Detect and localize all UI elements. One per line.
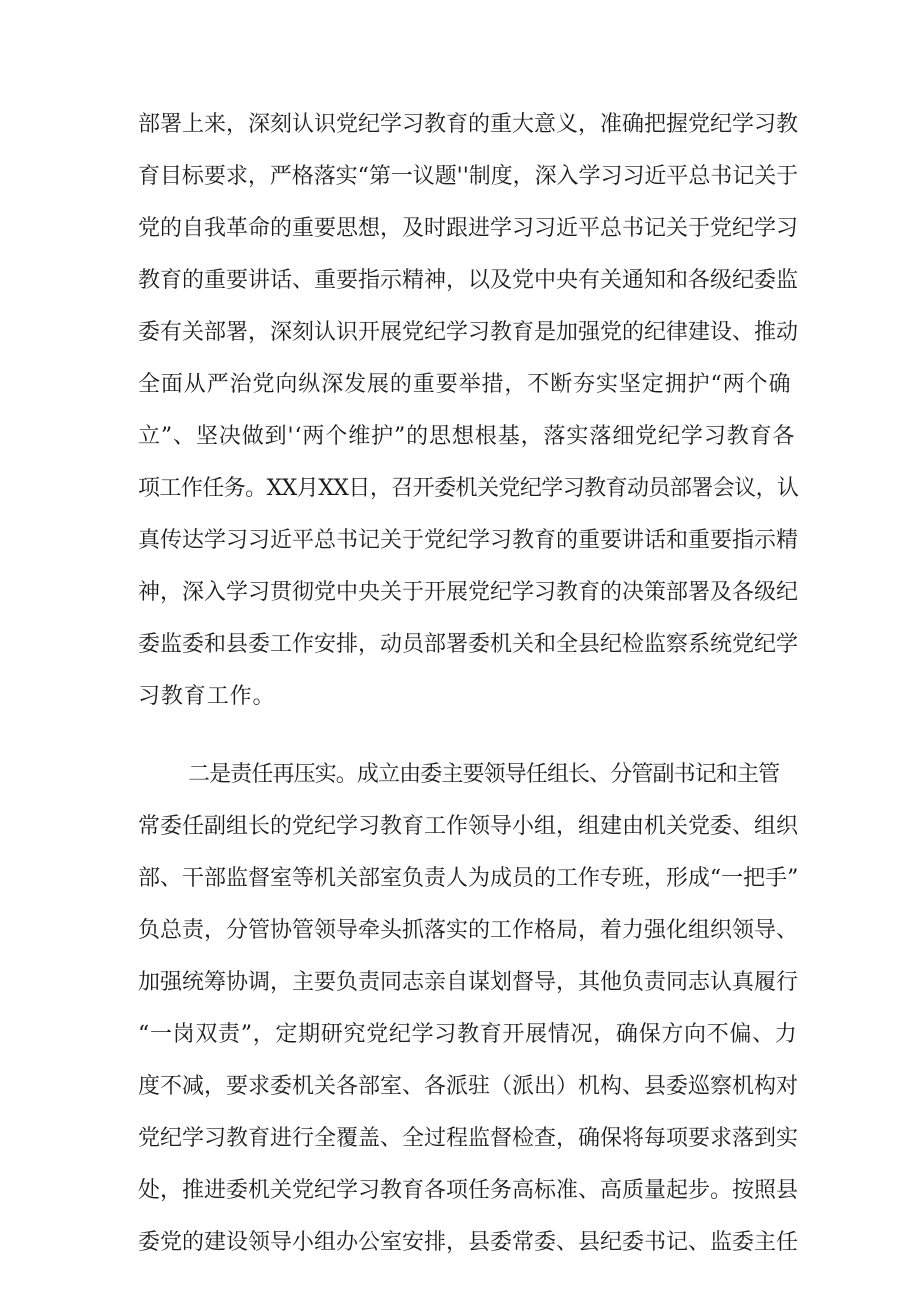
paragraph-2-line-5: 加强统筹协调，主要负责同志亲自谋划督导，其他负责同志认真履行 [138, 970, 799, 995]
paragraph-2-line-4: 负总责，分管协管领导牵头抓落实的工作格局，着力强化组织领导、 [138, 918, 799, 943]
paragraph-1-line-3: 党的自我革命的重要思想，及时跟进学习习近平总书记关于党纪学习 [138, 216, 799, 241]
paragraph-1-line-4: 教育的重要讲话、重要指示精神，以及党中央有关通知和各级纪委监 [138, 268, 799, 293]
paragraph-1-line-11: 委监委和县委工作安排，动员部署委机关和全县纪检监察系统党纪学 [138, 632, 799, 657]
paragraph-2-line-1: 二是责任再压实。成立由委主要领导任组长、分管副书记和主管 [188, 762, 780, 787]
paragraph-2-line-3: 部、干部监督室等机关部室负责人为成员的工作专班，形成“一把手” [138, 866, 799, 891]
paragraph-1-line-1: 部署上来，深刻认识党纪学习教育的重大意义，准确把握党纪学习教 [138, 112, 799, 137]
paragraph-1-line-10: 神，深入学习贯彻党中央关于开展党纪学习教育的决策部署及各级纪 [138, 580, 799, 605]
paragraph-2-line-7: 度不减，要求委机关各部室、各派驻（派出）机构、县委巡察机构对 [138, 1074, 799, 1099]
paragraph-1-line-8: 项工作任务。XX月XX日，召开委机关党纪学习教育动员部署会议，认 [138, 476, 799, 501]
paragraph-1-line-9: 真传达学习习近平总书记关于党纪学习教育的重要讲话和重要指示精 [138, 528, 799, 553]
paragraph-2-line-8: 党纪学习教育进行全覆盖、全过程监督检查，确保将每项要求落到实 [138, 1126, 799, 1151]
paragraph-1-line-12: 习教育工作。 [138, 684, 276, 709]
paragraph-2-line-10: 委党的建设领导小组办公室安排，县委常委、县纪委书记、监委主任 [138, 1230, 799, 1255]
paragraph-1-line-7: 立”、坚决做到'‘两个维护”的思想根基，落实落细党纪学习教育各 [138, 424, 796, 449]
paragraph-1-line-2: 育目标要求，严格落实“第一议题''制度，深入学习习近平总书记关于 [138, 164, 799, 189]
paragraph-2-line-9: 处，推进委机关党纪学习教育各项任务高标准、高质量起步。按照县 [138, 1178, 799, 1203]
paragraph-2-line-6: “一岗双责”，定期研究党纪学习教育开展情况，确保方向不偏、力 [138, 1022, 798, 1047]
paragraph-1-line-5: 委有关部署，深刻认识开展党纪学习教育是加强党的纪律建设、推动 [138, 320, 799, 345]
paragraph-2-line-2: 常委任副组长的党纪学习教育工作领导小组，组建由机关党委、组织 [138, 814, 799, 839]
paragraph-1-line-6: 全面从严治党向纵深发展的重要举措，不断夯实坚定拥护“两个确 [138, 372, 792, 397]
